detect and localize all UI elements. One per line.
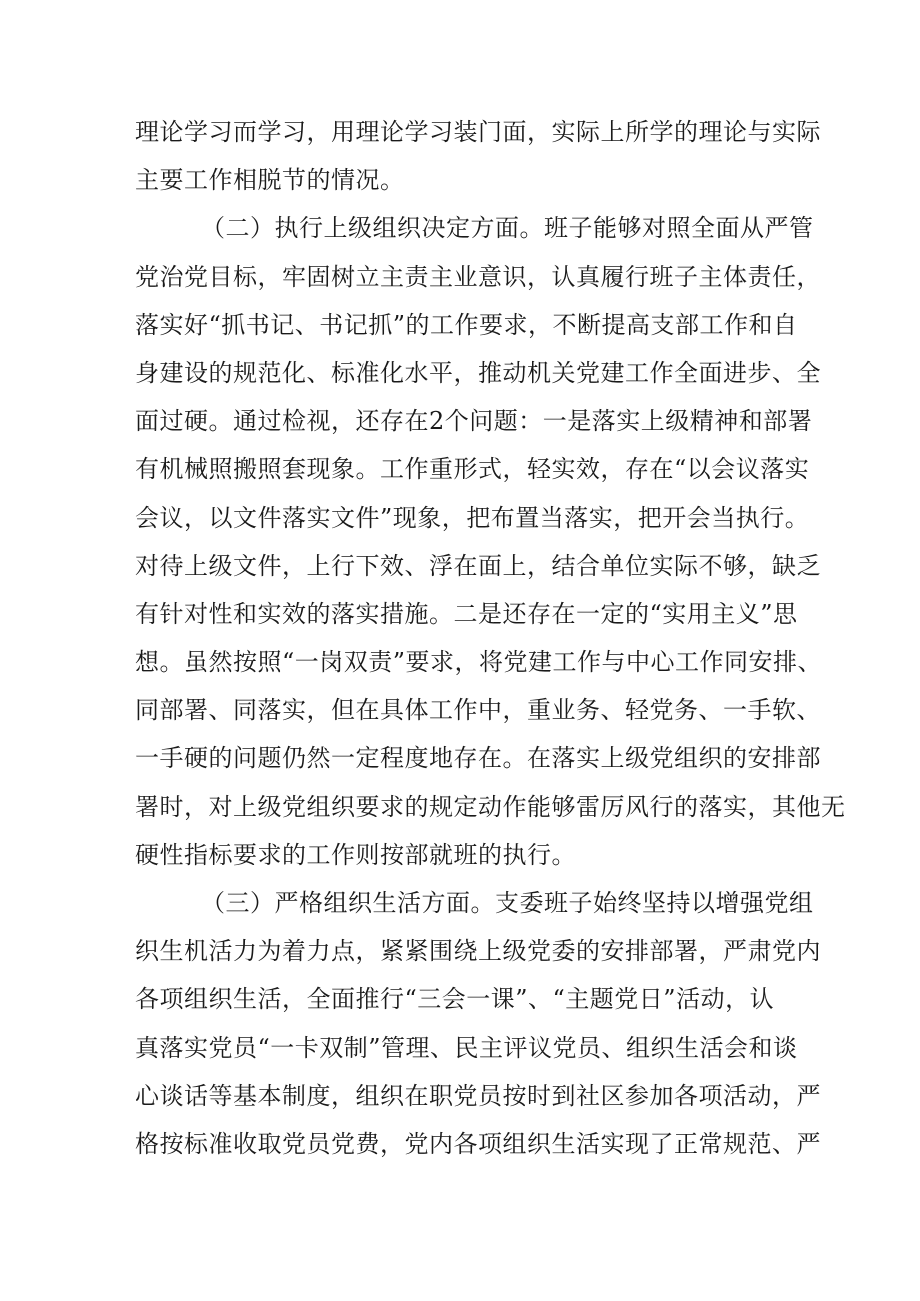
text-line: 同部署、同落实，但在具体工作中，重业务、轻党务、一手软、 (135, 696, 821, 725)
text-line: 会议，以文件落实文件”现象，把布置当落实，把开会当执行。 (135, 503, 810, 532)
text-line: 各项组织生活，全面推行“三会一课”、“主题党日”活动，认 (135, 985, 775, 1014)
text-line: 面过硬。通过检视，还存在2个问题：一是落实上级精神和部署 (135, 407, 813, 436)
text-line: 织生机活力为着力点，紧紧围绕上级党委的安排部署，严肃党内 (135, 937, 821, 966)
text-line: 硬性指标要求的工作则按部就班的执行。 (135, 840, 576, 869)
text-line: 党治党目标，牢固树立主责主业意识，认真履行班子主体责任， (135, 262, 821, 291)
document-body (135, 108, 846, 1168)
text-line: 有机械照搬照套现象。工作重形式，轻实效，存在“以会议落实 (135, 455, 810, 484)
text-line: 想。虽然按照“一岗双责”要求，将党建工作与中心工作同安排、 (135, 648, 823, 677)
text-line: 理论学习而学习，用理论学习装门面，实际上所学的理论与实际 (135, 118, 821, 146)
text-line: 一手硬的问题仍然一定程度地存在。在落实上级党组织的安排部 (135, 744, 821, 773)
text-line: 署时，对上级党组织要求的规定动作能够雷厉风行的落实，其他无 (135, 792, 846, 821)
text-line: 真落实党员“一卡双制”管理、民主评议党员、组织生活会和谈 (135, 1033, 798, 1062)
text-line: 有针对性和实效的落实措施。二是还存在一定的“实用主义”思 (135, 599, 798, 628)
text-line: 落实好“抓书记、书记抓”的工作要求，不断提高支部工作和自 (135, 310, 798, 339)
text-line: 主要工作相脱节的情况。 (135, 166, 405, 195)
section-heading-line: （三）严格组织生活方面。支委班子始终坚持以增强党组 (201, 889, 814, 917)
section-heading-line: （二）执行上级组织决定方面。班子能够对照全面从严管 (201, 214, 814, 243)
text-line: 心谈话等基本制度，组织在职党员按时到社区参加各项活动，严 (135, 1081, 821, 1110)
text-line: 对待上级文件，上行下效、浮在面上，结合单位实际不够，缺乏 (135, 551, 821, 580)
text-line: 格按标准收取党员党费，党内各项组织生活实现了正常规范、严 (135, 1129, 821, 1158)
text-line: 身建设的规范化、标准化水平，推动机关党建工作全面进步、全 (135, 358, 821, 387)
